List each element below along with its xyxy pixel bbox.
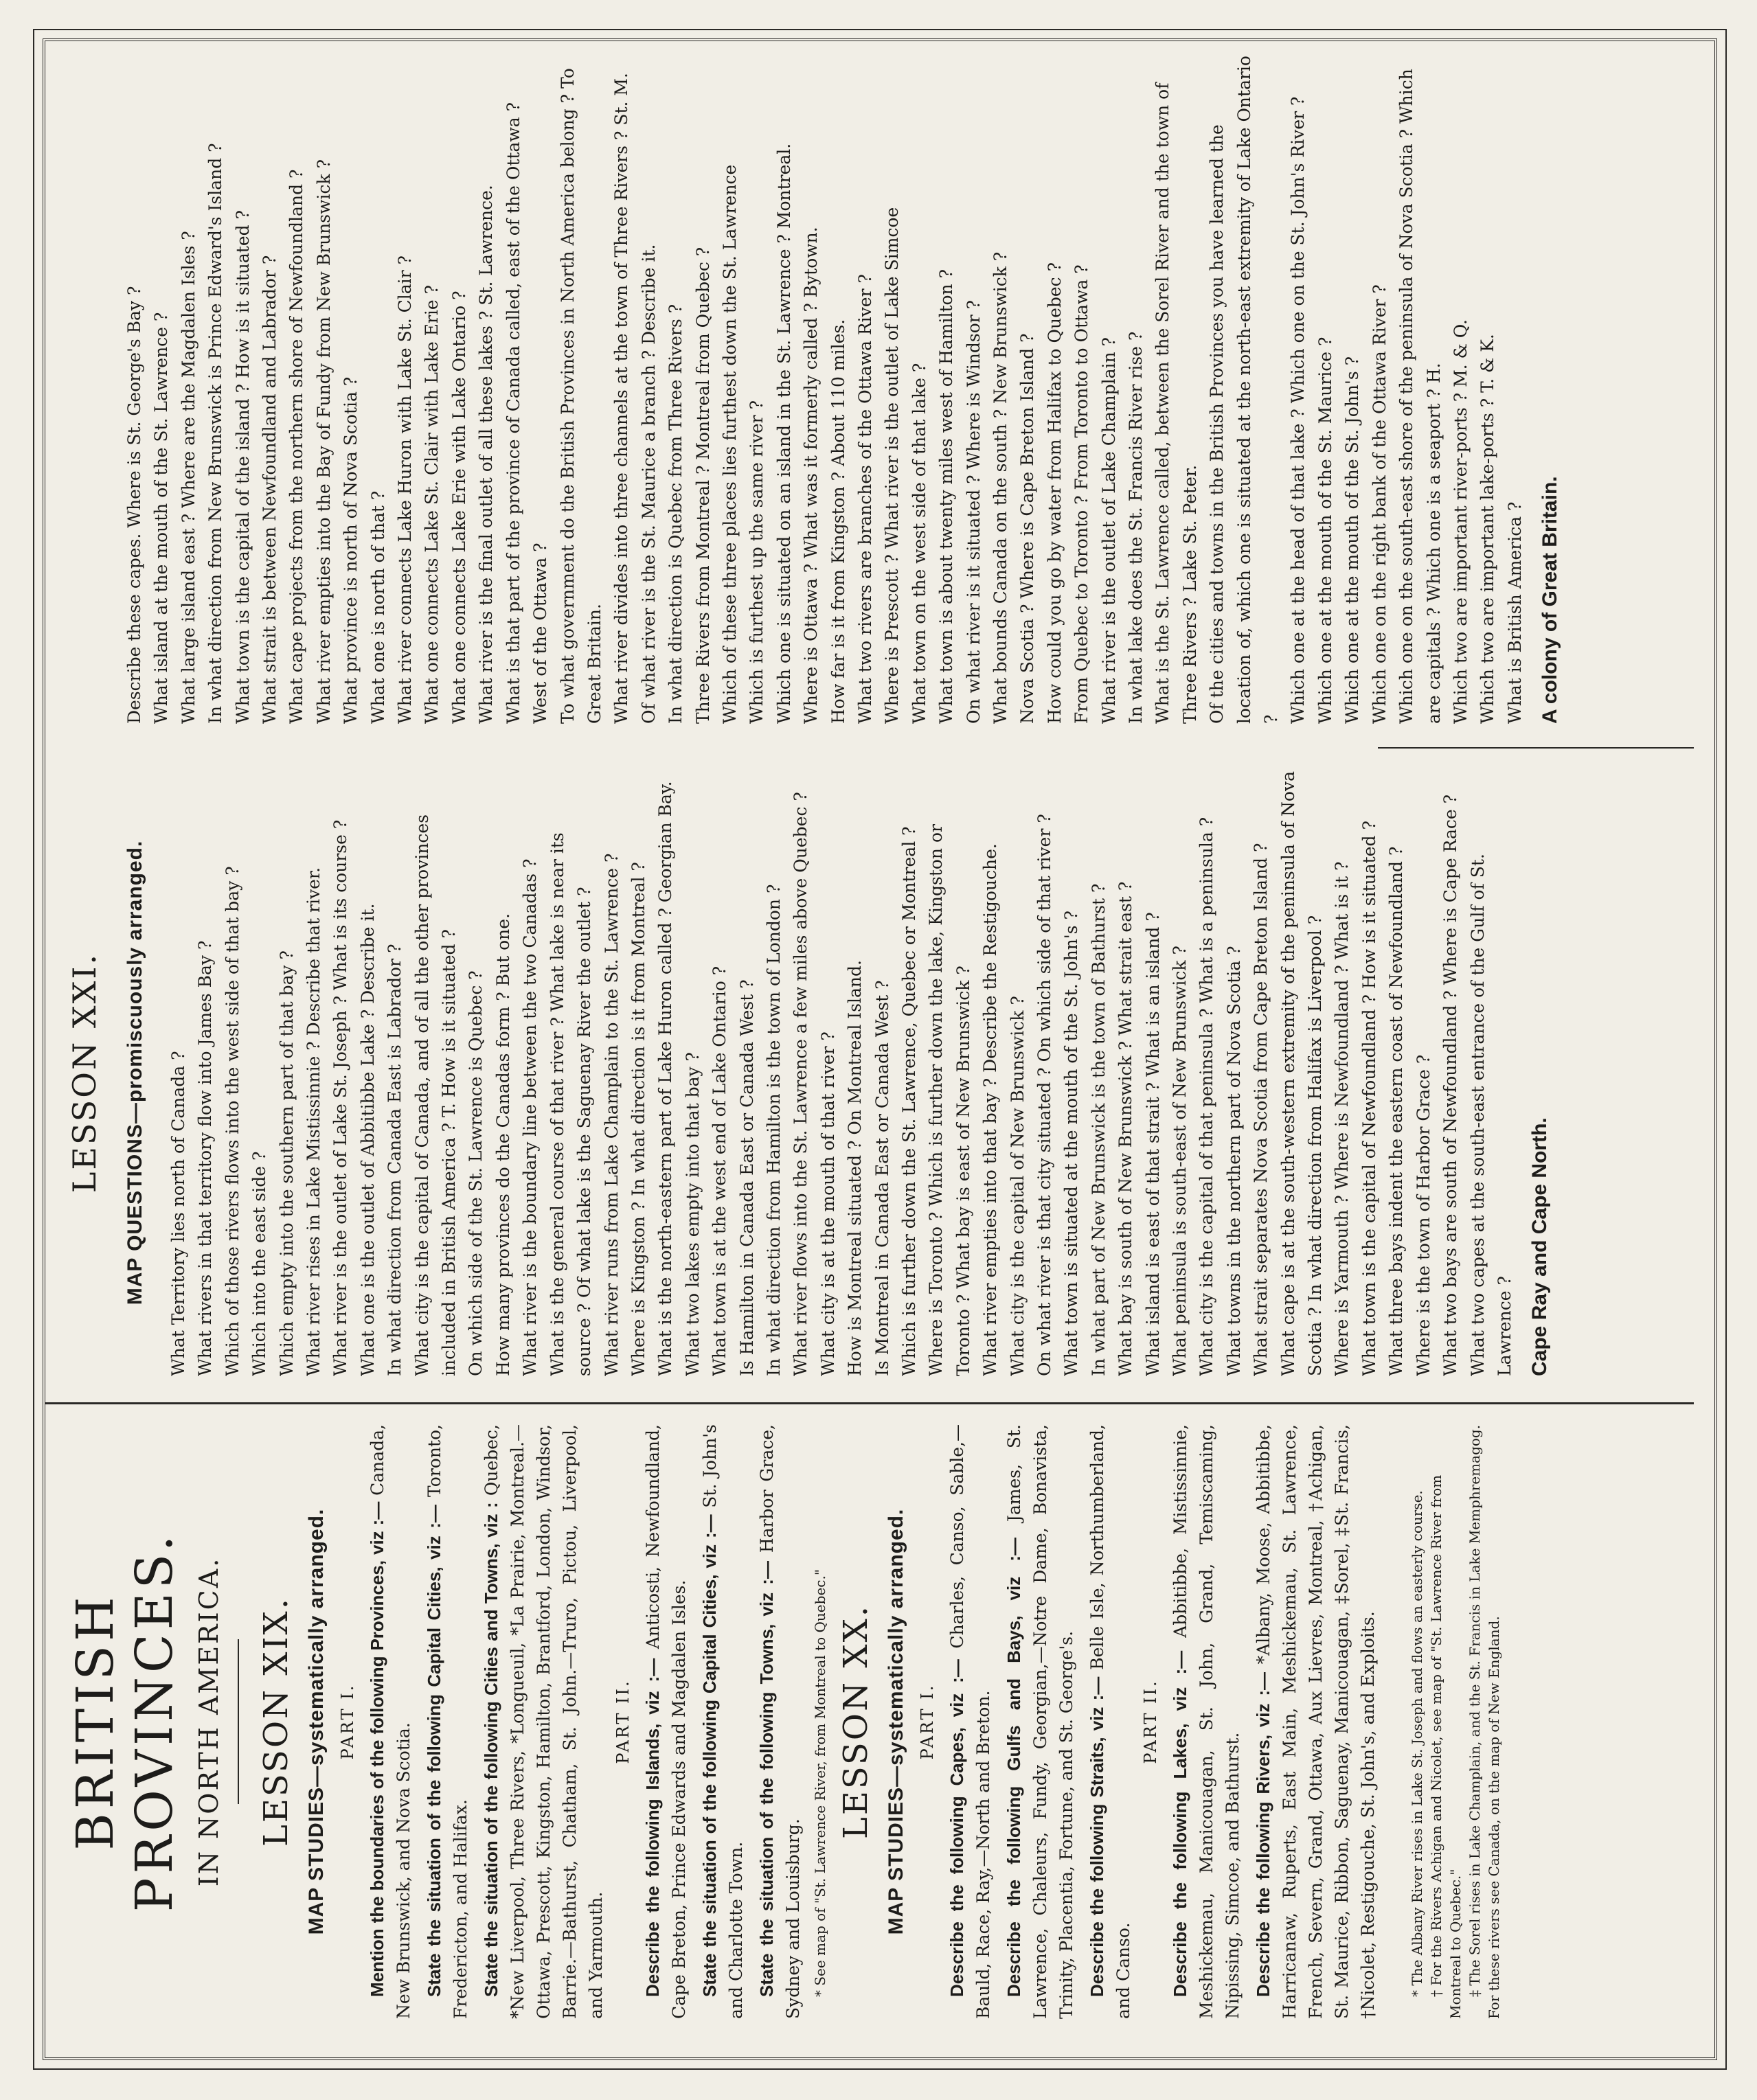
question-line: In what direction from Hamilton is the town of London ? — [763, 884, 784, 1376]
lesson-19-paragraph — [753, 1424, 806, 2019]
question-line: Which one at the head of that lake ? Which one on the St. John's River ? Which one at the mouth of the St. Maurice ? — [1288, 96, 1335, 724]
question-line: Which is further down the St. Lawrence, Quebec or Montreal ? — [898, 826, 919, 1376]
question-line: What city is the capital of Canada, and of all the other provinces included in British America ? T. How is it situated ? — [411, 814, 460, 1376]
question-line: What town is about twenty miles west of Hamilton ? — [936, 269, 957, 724]
lesson-20-paragraph — [1250, 1424, 1381, 2019]
question-line: What peninsula is south-east of New Brunswick ? — [1170, 946, 1190, 1376]
question-line: Which into the east side ? — [249, 1151, 270, 1376]
paragraph-lead: State the situation of the following Towns, viz :— — [756, 1561, 777, 1997]
lesson-19-part-1: PART I. — [338, 1683, 357, 1760]
lesson-19-part-2: PART II. — [613, 1679, 633, 1764]
question-line: What city is the capital of New Brunswick ? — [1007, 996, 1028, 1376]
question-line: From Quebec to Toronto ? From Toronto to Ottawa ? — [1072, 264, 1092, 724]
question-line: Which one at the mouth of the St. John's ? — [1342, 356, 1363, 724]
paragraph-lead: State the situation of the following Cities and Towns, viz : — [481, 1502, 501, 1997]
question-line: What town is at the west end of Lake Ontario ? — [710, 966, 730, 1376]
lesson-19-paragraph — [696, 1424, 749, 2019]
column-divider — [1378, 747, 1694, 749]
question-line: How far is it from Kingston ? About 110 miles. — [828, 319, 848, 724]
question-line: What island is east of that strait ? What is an island ? — [1142, 912, 1163, 1376]
question-line: What one connects Lake St. Clair with Lake Erie ? — [422, 284, 442, 724]
paragraph-lead: Describe the following Rivers, viz :— — [1253, 1672, 1273, 1997]
question-line: What three bays indent the eastern coast of Newfoundland ? — [1386, 846, 1407, 1376]
lesson-21-heading: MAP QUESTIONS—promiscuously arranged. — [124, 840, 146, 1305]
question-line: On what river is that city situated ? On which side of that river ? What town is situated at the mouth of the St. John's ? — [1034, 814, 1082, 1376]
paragraph-lead: Describe the following Straits, viz :— — [1087, 1676, 1107, 1997]
right-column — [45, 48, 1694, 742]
question-line: What two bays are south of Newfoundland ? Where is Cape Race ? What two capes at the south-east entrance of the Gulf of St. Lawrence ? — [1440, 794, 1515, 1376]
question-line: What is the general course of that river ? What lake is near its source ? Of what lake is the Saguenay River the outlet ? — [547, 832, 595, 1376]
page-subtitle: IN NORTH AMERICA. — [194, 1556, 224, 1887]
question-line: Is Hamilton in Canada East or Canada West ? — [736, 979, 757, 1376]
paragraph-lead: Describe the following Lakes, viz :— — [1170, 1650, 1190, 1997]
question-line: What large island east ? Where are the Magdalen Isles ? — [178, 231, 199, 724]
continued-questions — [121, 55, 1528, 724]
paragraph-body: St. John's and Charlotte Town. — [700, 1424, 746, 2019]
question-line: What province is north of Nova Scotia ? — [341, 376, 361, 724]
question-line: Of what river is the St. Maurice a branch ? Describe it. — [638, 244, 659, 724]
question-line: What town is the capital of Newfoundland ? How is it situated ? — [1359, 821, 1379, 1376]
lesson-20-title: LESSON XX. — [837, 1603, 875, 1840]
lesson-21-questions — [165, 769, 1518, 1376]
question-line: What river runs from Lake Champlain to the St. Lawrence ? — [601, 853, 622, 1376]
paragraph-body: Anticosti, Newfoundland, Cape Breton, Prince Edwards and Magdalen Isles. — [643, 1424, 689, 2019]
question-line: Where is Kingston ? In what direction is it from Montreal ? — [628, 862, 648, 1376]
lesson-19-note: * See map of "St. Lawrence River, from Montreal to Quebec." — [812, 1568, 828, 1997]
paragraph-lead: Describe the following Islands, viz :— — [642, 1658, 663, 1997]
lesson-20-part-2: PART II. — [1141, 1679, 1160, 1764]
lesson-19-paragraph — [364, 1424, 417, 2019]
lesson-21-final-answer: Cape Ray and Cape North. — [1528, 1117, 1552, 1376]
question-line: What river flows into the St. Lawrence a few miles above Quebec ? — [791, 792, 811, 1376]
question-line: What river connects Lake Huron with Lake St. Clair ? — [395, 255, 416, 724]
question-line: Where is Yarmouth ? Where is Newfoundland ? What is it ? — [1332, 861, 1352, 1376]
question-line: What is the St. Lawrence called, between the Sorel River and the town of Three Rivers ? Lake St. Peter. — [1153, 82, 1200, 724]
question-line: Which two are important lake-ports ? T. & K. — [1477, 334, 1498, 724]
question-line: Which one on the south-east shore of the peninsula of Nova Scotia ? Which are capitals ? Which one is a seaport ? H. — [1396, 69, 1444, 724]
question-line: What bay is south of New Brunswick ? What strait east ? — [1115, 881, 1136, 1376]
lesson-20-heading: MAP STUDIES—systematically arranged. — [885, 1508, 907, 1935]
question-line: What island at the mouth of the St. Lawrence ? — [151, 312, 172, 724]
question-line: What river rises in Lake Mistissinnie ? Describe that river. — [304, 867, 324, 1376]
question-line: Three Rivers from Montreal ? Montreal from Quebec ? — [692, 247, 713, 724]
question-line: Of the cities and towns in the British Provinces you have learned the location of, which one is situated at the north-east extremity of Lake Ontario ? — [1207, 56, 1282, 724]
question-line: In what direction from New Brunswick is Prince Edward's Island ? — [205, 143, 226, 724]
question-line: How could you go by water from Halifax to Quebec ? — [1044, 262, 1065, 724]
continued-final-answer: A colony of Great Britain. — [1539, 476, 1562, 724]
question-line: In what direction from Canada East is Labrador ? — [385, 944, 405, 1376]
question-line: Which one is situated on an island in the St. Lawrence ? Montreal. — [773, 143, 794, 724]
lesson-19-paragraph — [421, 1424, 474, 2019]
lesson-20-paragraph — [1084, 1424, 1137, 2019]
question-line: What cape is at the south-western extremity of the peninsula of Nova Scotia ? In what direction from Halifax is Liverpool ? — [1278, 771, 1326, 1376]
paragraph-lead: Describe the following Gulfs and Bays, viz :— — [1004, 1537, 1024, 1997]
question-line: What river is the outlet of Lake Champlain ? — [1098, 337, 1119, 724]
question-line: What Territory lies north of Canada ? — [168, 1051, 188, 1376]
question-line: On which side of the St. Lawrence is Quebec ? — [466, 970, 486, 1376]
question-line: Where is Ottawa ? What was it formerly called ? Bytown. — [801, 227, 821, 724]
paragraph-body: Canada, New Brunswick, and Nova Scotia. — [367, 1424, 413, 2019]
middle-column — [45, 755, 1694, 1394]
paragraph-body: Toronto, Fredericton, and Halifax. — [424, 1424, 471, 2019]
paragraph-lead: State the situation of the following Capital Cities, viz :— — [424, 1505, 444, 1997]
question-line: Which empty into the southern part of that bay ? — [276, 950, 297, 1376]
lesson-20-paragraph — [1167, 1424, 1246, 2019]
question-line: What is the north-eastern part of Lake Huron called ? Georgian Bay. What two lakes empty into that bay ? — [655, 781, 703, 1376]
question-line: What one is north of that ? — [367, 490, 388, 724]
question-line: On what river is it situated ? Where is Windsor ? — [963, 299, 984, 724]
question-line: What one connects Lake Erie with Lake Ontario ? — [449, 290, 469, 724]
question-line: What two rivers are branches of the Ottawa River ? — [854, 274, 875, 724]
question-line: Which of these three places lies furthest down the St. Lawrence — [719, 164, 740, 724]
question-line: Is Montreal in Canada East or Canada West ? — [872, 980, 892, 1376]
question-line: Nova Scotia ? Where is Cape Breton Island ? — [1017, 333, 1038, 724]
question-line: What river is the boundary line between the two Canadas ? — [520, 858, 541, 1376]
question-line: In what direction is Quebec from Three Rivers ? — [666, 304, 686, 724]
page-border — [33, 29, 1727, 2070]
question-line: Where is Toronto ? Which is further down the lake, Kingston or Toronto ? What bay is east of New Brunswick ? — [926, 824, 973, 1376]
lesson-19-paragraph — [639, 1424, 692, 2019]
paragraph-lead: State the situation of the following Capital Cities, viz :— — [699, 1514, 720, 1997]
footnotes — [1407, 1424, 1504, 2019]
lesson-20-paragraph — [1001, 1424, 1080, 2019]
lesson-20-part-1: PART I. — [918, 1683, 937, 1760]
question-line: What river is the final outlet of all these lakes ? St. Lawrence. — [476, 185, 497, 724]
question-line: What strait separates Nova Scotia from Cape Breton Island ? — [1251, 843, 1271, 1376]
lesson-19-heading: MAP STUDIES—systematically arranged. — [305, 1508, 328, 1935]
question-line: What strait is between Newfoundland and Labrador ? — [260, 255, 280, 724]
question-line: What city is the capital of that peninsula ? What is a peninsula ? — [1197, 817, 1217, 1376]
lesson-19-title: LESSON XIX. — [257, 1597, 295, 1847]
question-line: What is that part of the province of Canada called, east of the Ottawa ? West of the Ottawa ? — [503, 102, 551, 724]
question-line: How many provinces do the Canadas form ? But one. — [492, 913, 513, 1376]
question-line: Where is the town of Harbor Grace ? — [1413, 1054, 1433, 1376]
question-line: To what government do the British Provinces in North America belong ? To Great Britain. — [557, 68, 604, 724]
column-divider — [45, 1402, 1694, 1404]
question-line: What river is the outlet of Lake St. Joseph ? What is its course ? — [330, 819, 351, 1376]
question-line: In what part of New Brunswick is the town of Bathurst ? — [1088, 883, 1109, 1376]
question-line: What river empties into that bay ? Describe the Restigouche. — [980, 843, 1001, 1376]
rotated-page-content — [45, 41, 1694, 2040]
page-inner-border — [43, 38, 1717, 2060]
lesson-19-paragraph — [478, 1424, 609, 2019]
paragraph-body: Charles, Canso, Sable,—Bauld, Race, Ray,—North and Breton. — [947, 1424, 993, 2019]
page-title: BRITISH PROVINCES. — [66, 1531, 184, 1913]
left-column — [45, 1408, 1694, 2040]
question-line: What bounds Canada on the south ? New Brunswick ? — [990, 251, 1010, 724]
paragraph-body: Harbor Grace, Sydney and Louisburg. — [757, 1424, 803, 2019]
paragraph-body: Abbitibbe, Mistissinnie, Meshickemau, Manicouagan, St. John, Grand, Temiscaming, Nipissing, Simcoe, and Bathurst. — [1170, 1424, 1243, 2019]
lesson-21-title: LESSON XXI. — [66, 952, 103, 1194]
question-line: In what lake does the St. Francis River rise ? — [1126, 331, 1146, 724]
footnote: † For the Rivers Achigan and Nicolet, see map of "St. Lawrence River from Montreal to Quebec." — [1428, 1474, 1464, 2019]
question-line: What one is the outlet of Abbitibbe Lake ? Describe it. — [357, 903, 378, 1376]
question-line: What cape projects from the northern shore of Newfoundland ? — [286, 169, 307, 724]
question-line: What river empties into the Bay of Fundy from New Brunswick ? — [313, 159, 334, 724]
question-line: What city is at the mouth of that river ? — [817, 1031, 838, 1376]
paragraph-body: *Albany, Moose, Abbitibbe, Harricanaw, Ruperts, East Main, Meshickemau, St. Lawrence, French, Severn, Grand, Ottawa, Aux Lievres, Montreal, †Achigan, St. Maurice, Ribbon, Saguenay, Manicouagan, ‡Sorel, ‡St. Francis, †Nicolet, Restigouche, St. John's, and Exploits. — [1254, 1424, 1378, 2019]
paragraph-body: James, St. Lawrence, Chaleurs, Fundy, Georgian,—Notre Dame, Bonavista, Trinity, Placentia, Fortune, and St. George's. — [1004, 1424, 1076, 2019]
question-line: What town is the capital of the island ? How is it situated ? — [232, 210, 253, 724]
question-line: Which of those rivers flows into the west side of that bay ? — [222, 866, 242, 1376]
question-line: Describe these capes. Where is St. George's Bay ? — [124, 286, 144, 724]
question-line: Which two are important river-ports ? M. & Q. — [1450, 319, 1471, 724]
question-line: How is Montreal situated ? On Montreal Island. — [845, 960, 865, 1376]
question-line: What rivers in that territory flow into James Bay ? — [195, 940, 216, 1376]
question-line: Which is furthest up the same river ? — [747, 400, 767, 724]
question-line: What is British America ? — [1504, 501, 1525, 724]
paragraph-body: Belle Isle, Northumberland, and Canso. — [1087, 1424, 1133, 2019]
footnote: ‡ The Sorel rises in Lake Champlain, and the St. Francis in Lake Memphremagog. For these rivers see Canada, on the map of New England. — [1466, 1424, 1502, 2019]
title-rule — [238, 1639, 239, 1804]
lesson-20-paragraph — [944, 1424, 997, 2019]
paragraph-lead: Describe the following Capes, viz :— — [946, 1659, 967, 1997]
question-line: What river divides into three channels at the town of Three Rivers ? St. M. — [611, 73, 632, 724]
question-line: What town on the west side of that lake ? — [909, 363, 929, 724]
footnote: * The Albany River rises in Lake St. Joseph and flows an easterly course. — [1409, 1490, 1425, 1997]
question-line: Where is Prescott ? What river is the outlet of Lake Simcoe — [882, 207, 903, 724]
question-line: What towns in the northern part of Nova Scotia ? — [1223, 946, 1244, 1376]
question-line: Which one on the right bank of the Ottawa River ? — [1369, 284, 1390, 724]
paragraph-lead: Mention the boundaries of the following Provinces, viz :— — [367, 1501, 387, 1997]
paragraph-body: Quebec, *New Liverpool, Three Rivers, *Longueuil, *La Prairie, Montreal.—Ottawa, Prescott, Kingston, Hamilton, Brantford, London, Windsor, Barrie.—Bathurst, Chatham, St. John.—Truro, Pictou, Liverpool, and Yarmouth. — [481, 1424, 606, 2019]
